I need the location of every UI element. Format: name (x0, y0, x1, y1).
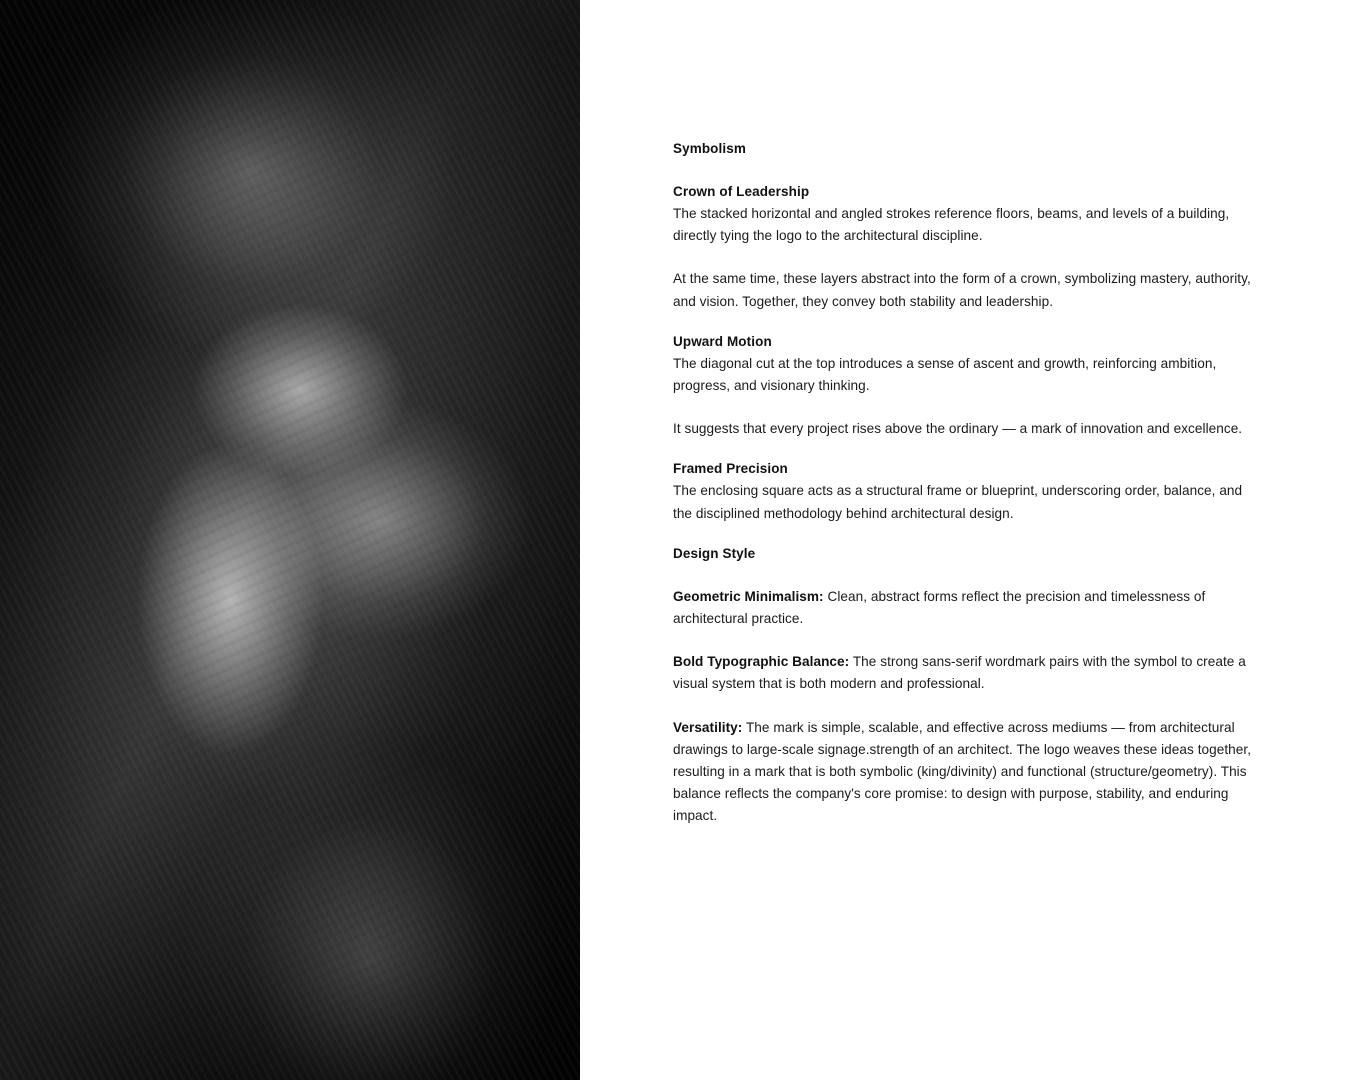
paragraph-crown-2: At the same time, these layers abstract into the form of a crown, symbolizing mastery, authority, and vision. Together, they convey both stability and leadership. (673, 271, 1251, 309)
text-versatility: The mark is simple, scalable, and effective across mediums — from architectural drawings to large-scale signage.strength of an architect. The logo weaves these ideas together, resulting in a mark that is both symbolic (king/divinity) and functional (structure/geometry). This balance reflects the company's core promise: to design with purpose, stability, and enduring impact. (673, 719, 1252, 824)
image-panel (0, 0, 580, 1080)
block-crown-of-leadership (673, 184, 1265, 313)
paragraph-upward-2: It suggests that every project rises above the ordinary — a mark of innovation and excellence. (673, 421, 1243, 437)
paragraph-bold-typographic-balance (673, 651, 1265, 695)
paragraph-upward-1: The diagonal cut at the top introduces a sense of ascent and growth, reinforcing ambition, progress, and visionary thinking. (673, 355, 1217, 394)
paragraph-crown-1: The stacked horizontal and angled strokes reference floors, beams, and levels of a building, directly tying the logo to the architectural discipline. (673, 206, 1230, 244)
sculpture-photo (0, 0, 580, 1080)
lead-geometric-minimalism: Geometric Minimalism: (673, 588, 824, 604)
subheading-upward-motion: Upward Motion (673, 333, 772, 349)
lead-versatility: Versatility: (673, 719, 743, 735)
lead-bold-typographic-balance: Bold Typographic Balance: (673, 654, 850, 670)
text-panel (580, 0, 1359, 1080)
text-geometric-minimalism: Clean, abstract forms reflect the precision and timelessness of architectural practice. (673, 588, 1206, 627)
text-bold-typographic-balance: The strong sans-serif wordmark pairs with the symbol to create a visual system that is both modern and professional. (673, 654, 1246, 692)
image-caption (0, 1048, 580, 1080)
section-title-symbolism: Symbolism (673, 141, 746, 156)
paragraph-framed-1: The enclosing square acts as a structural frame or blueprint, underscoring order, balance, and the disciplined methodology behind architectural design. (673, 483, 1243, 521)
subheading-framed-precision: Framed Precision (673, 461, 788, 477)
subheading-crown-of-leadership: Crown of Leadership (673, 184, 810, 199)
section-title-design-style: Design Style (673, 545, 756, 561)
paragraph-versatility (673, 717, 1265, 828)
block-framed-precision (673, 461, 1265, 524)
document-content (673, 141, 1265, 828)
paragraph-geometric-minimalism (673, 586, 1265, 630)
block-upward-motion (673, 334, 1265, 441)
